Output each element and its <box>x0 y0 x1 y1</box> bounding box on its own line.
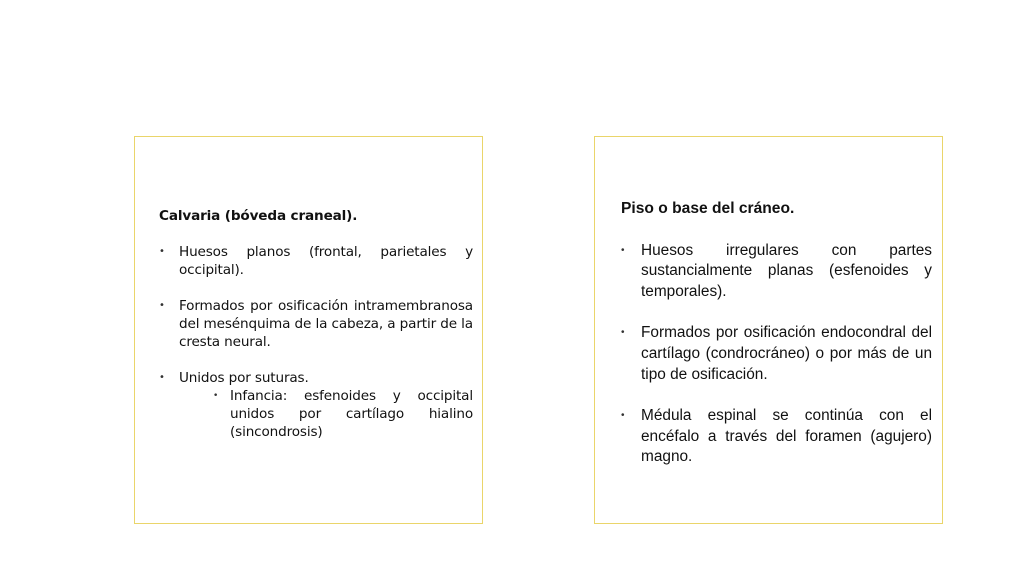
calvaria-sub-bullet-list <box>179 387 473 441</box>
calvaria-bullet-2: • Formados por osificación intramembranosa del mesénquima de la cabeza, a partir de la cresta neural. <box>159 297 473 351</box>
calvaria-heading: Calvaria (bóveda craneal). <box>159 208 358 224</box>
calvaria-text-box <box>134 136 483 524</box>
calvaria-bullet-3 <box>159 369 473 441</box>
base-craneo-text-box <box>594 136 943 524</box>
base-craneo-bullet-3: • Médula espinal se continúa con el encéfalo a través del foramen (agujero) magno. <box>621 406 932 468</box>
base-craneo-bullet-2: • Formados por osificación endocondral del cartílago (condrocráneo) o por más de un tipo de osificación. <box>621 323 932 385</box>
base-craneo-heading: Piso o base del cráneo. <box>621 200 795 217</box>
calvaria-sub-bullet-1: • Infancia: esfenoides y occipital unidos por cartílago hialino (sincondrosis) <box>230 387 473 441</box>
calvaria-bullet-3-text: Unidos por suturas. <box>179 370 309 386</box>
calvaria-bullet-1: • Huesos planos (frontal, parietales y occipital). <box>159 243 473 279</box>
base-craneo-bullet-list <box>621 241 932 468</box>
base-craneo-bullet-1: • Huesos irregulares con partes sustancialmente planas (esfenoides y temporales). <box>621 241 932 303</box>
calvaria-bullet-list <box>159 243 473 441</box>
